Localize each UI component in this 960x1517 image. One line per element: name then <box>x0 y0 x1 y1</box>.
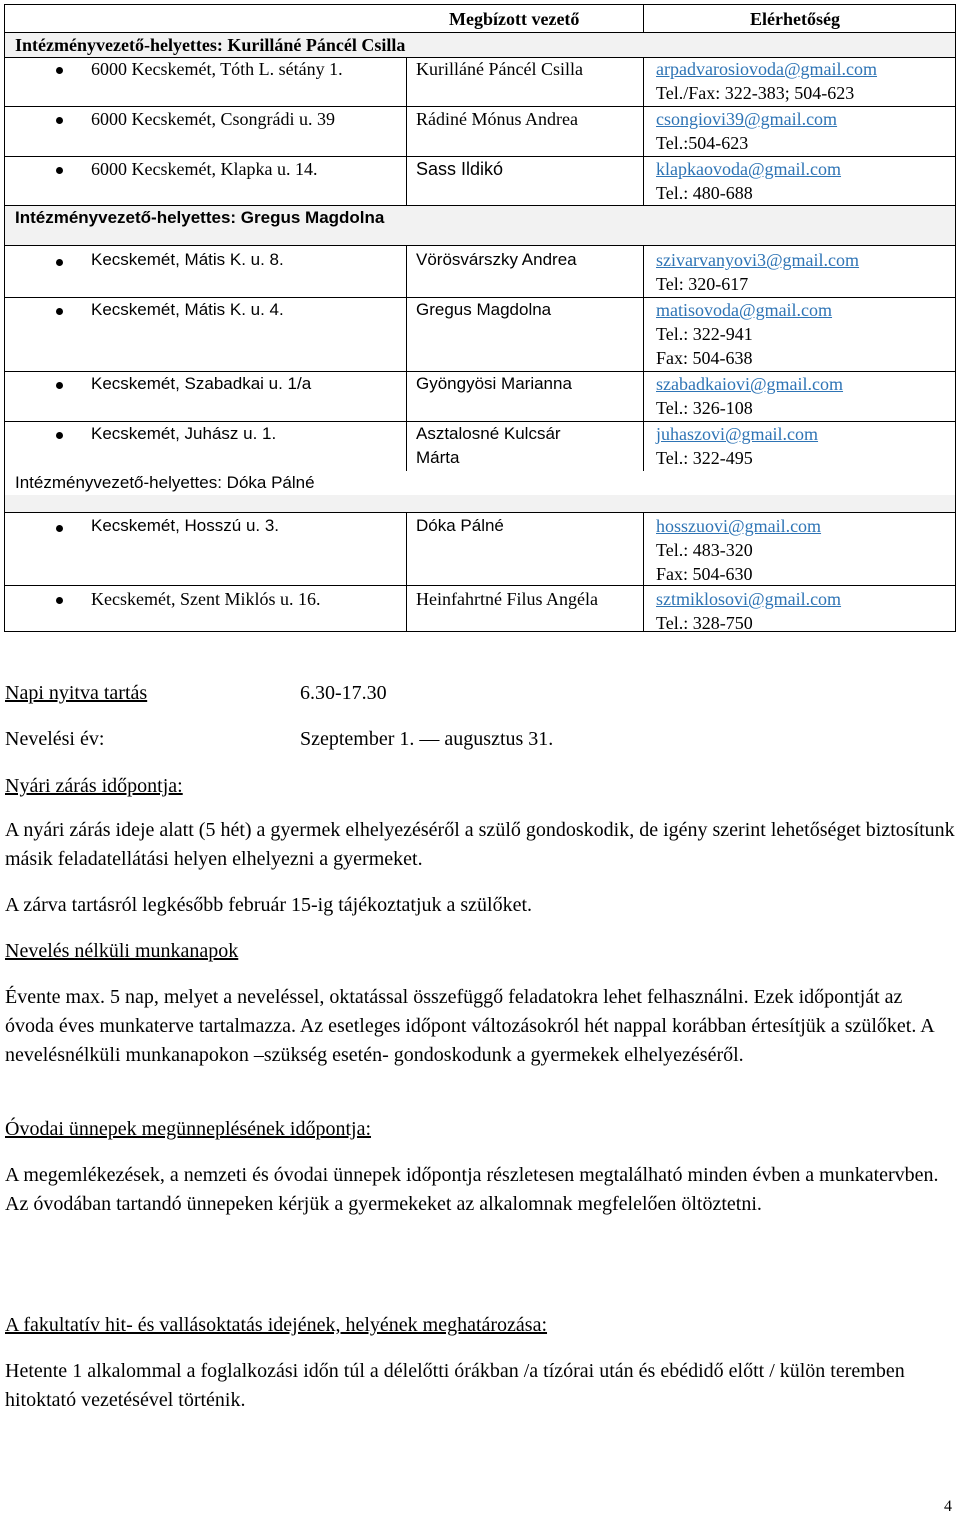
row-phone: Tel.: 483-320 <box>656 540 753 560</box>
row-leader: Asztalosné Kulcsár <box>416 424 561 443</box>
row-phone: Tel.:504-623 <box>656 133 749 153</box>
row-address: Kecskemét, Mátis K. u. 4. <box>91 300 284 319</box>
bullet-icon <box>56 67 63 74</box>
group-title: Intézményvezető-helyettes: Dóka Pálné <box>15 473 315 492</box>
row-fax: Fax: 504-630 <box>656 564 753 584</box>
row-fax: Fax: 504-638 <box>656 348 753 368</box>
group-bar <box>5 32 955 58</box>
group-title: Intézményvezető-helyettes: Gregus Magdolna <box>15 208 385 227</box>
row-leader: Dóka Pálné <box>416 516 504 535</box>
row-leader: Vörösvárszky Andrea <box>416 250 577 269</box>
row-email-link[interactable]: hosszuovi@gmail.com <box>656 516 822 536</box>
row-address: Kecskemét, Hosszú u. 3. <box>91 516 280 535</box>
religion-text: Hetente 1 alkalommal a foglalkozási időn túl a délelőtti órákban /a tízórai után és ebédidő előtt / külön teremben hitoktató vezetésével történik. <box>5 1360 905 1411</box>
row-address: Kecskemét, Szent Miklós u. 16. <box>91 589 321 609</box>
row-address: Kecskemét, Szabadkai u. 1/a <box>91 374 312 393</box>
header-contact: Elérhetőség <box>750 9 840 29</box>
row-address: 6000 Kecskemét, Tóth L. sétány 1. <box>91 59 343 79</box>
summer-closure-text: A nyári zárás ideje alatt (5 hét) a gyermek elhelyezéséről a szülő gondoskodik, de igény szerint lehetőséget biztosítunk másik feladatellátási helyen elhelyezni a gyermeket. <box>5 819 955 870</box>
bullet-icon <box>56 432 63 439</box>
row-leader: Gregus Magdolna <box>416 300 552 319</box>
row-address: 6000 Kecskemét, Csongrádi u. 39 <box>91 109 335 129</box>
group-bar <box>5 205 955 246</box>
row-address: 6000 Kecskemét, Klapka u. 14. <box>91 159 318 179</box>
institution-table <box>4 4 956 632</box>
row-phone: Tel.: 328-750 <box>656 613 753 633</box>
row-leader: Gyöngyösi Marianna <box>416 374 572 393</box>
bullet-icon <box>56 597 63 604</box>
bullet-icon <box>56 382 63 389</box>
header-leader: Megbízott vezető <box>449 9 580 29</box>
group-bar <box>5 495 955 513</box>
row-email-link[interactable]: juhaszovi@gmail.com <box>656 424 819 444</box>
row-email-link[interactable]: klapkaovoda@gmail.com <box>656 159 842 179</box>
bullet-icon <box>56 167 63 174</box>
bullet-icon <box>56 259 63 266</box>
summer-closure-heading: Nyári zárás időpontja: <box>5 775 183 797</box>
school-year-label: Nevelési év: <box>5 728 105 750</box>
row-address: Kecskemét, Juhász u. 1. <box>91 424 277 443</box>
row-leader: Heinfahrtné Filus Angéla <box>416 589 598 609</box>
religion-heading: A fakultatív hit- és vallásoktatás idejének, helyének meghatározása: <box>5 1314 548 1336</box>
row-email-link[interactable]: szabadkaiovi@gmail.com <box>656 374 844 394</box>
row-phone: Tel: 320-617 <box>656 274 749 294</box>
school-year-value: Szeptember 1. — augusztus 31. <box>300 728 554 750</box>
row-leader: Kurilláné Páncél Csilla <box>416 59 583 79</box>
opening-hours-value: 6.30-17.30 <box>300 682 387 704</box>
row-phone: Tel.: 480-688 <box>656 183 753 203</box>
row-leader: Rádiné Mónus Andrea <box>416 109 578 129</box>
nonteaching-days-text: Évente max. 5 nap, melyet a neveléssel, oktatással összefüggő feladatokra lehet felhasználni. Ezek időpontját az óvoda éves munkaterve tartalmazza. Az esetleges időpont változásokról hét nappal korábban értesítjük a szülőket. A nevelésnélküli munkanapokon –szükség esetén- gondoskodunk a gyermekek elhelyezéséről. <box>5 986 934 1066</box>
holidays-heading: Óvodai ünnepek megünneplésének időpontja: <box>5 1118 372 1140</box>
group-title: Intézményvezető-helyettes: Kurilláné Páncél Csilla <box>15 35 406 55</box>
row-address: Kecskemét, Mátis K. u. 8. <box>91 250 284 269</box>
row-phone: Tel./Fax: 322-383; 504-623 <box>656 83 855 103</box>
row-phone: Tel.: 322-495 <box>656 448 753 468</box>
row-email-link[interactable]: sztmiklosovi@gmail.com <box>656 589 842 609</box>
nonteaching-days-heading: Nevelés nélküli munkanapok <box>5 940 239 962</box>
opening-hours-label: Napi nyitva tartás <box>5 682 148 704</box>
row-email-link[interactable]: csongiovi39@gmail.com <box>656 109 838 129</box>
row-leader-cont: Márta <box>416 448 460 467</box>
row-email-link[interactable]: arpadvarosiovoda@gmail.com <box>656 59 878 79</box>
row-email-link[interactable]: szivarvanyovi3@gmail.com <box>656 250 860 270</box>
bullet-icon <box>56 117 63 124</box>
page-number: 4 <box>944 1498 952 1515</box>
row-phone: Tel.: 322-941 <box>656 324 753 344</box>
row-email-link[interactable]: matisovoda@gmail.com <box>656 300 833 320</box>
row-phone: Tel.: 326-108 <box>656 398 753 418</box>
holidays-text: A megemlékezések, a nemzeti és óvodai ünnepek időpontja részletesen megtalálható minden évben a munkatervben. Az óvodában tartandó ünnepeken kérjük a gyermekeket az alkalomnak megfelelően öltöztetni. <box>5 1164 939 1215</box>
bullet-icon <box>56 525 63 532</box>
bullet-icon <box>56 308 63 315</box>
summer-closure-notice: A zárva tartásról legkésőbb február 15-ig tájékoztatjuk a szülőket. <box>5 894 533 916</box>
row-leader: Sass Ildikó <box>416 159 504 179</box>
